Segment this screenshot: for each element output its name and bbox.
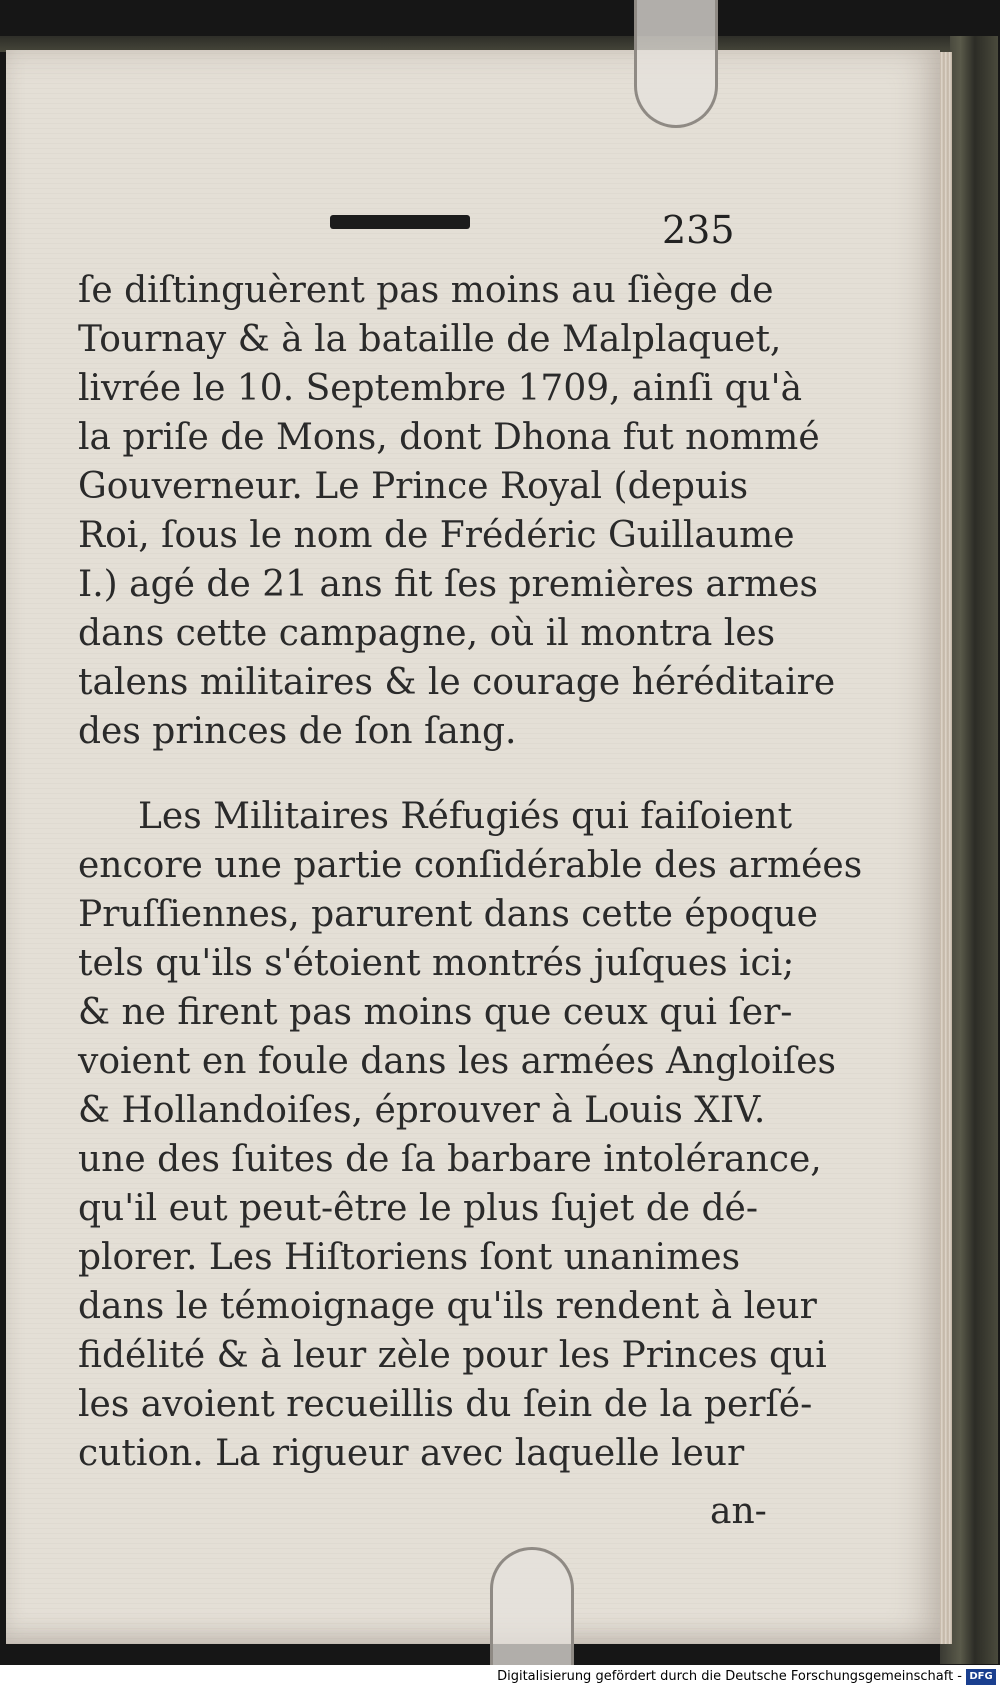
page-number: 235 xyxy=(662,208,735,252)
text-line: qu'il eut peut-être le plus ſujet de dé- xyxy=(78,1188,759,1229)
bottom-book-clip xyxy=(490,1547,574,1672)
catchword: an- xyxy=(710,1491,767,1532)
text-line: des princes de ſon ſang. xyxy=(78,711,517,752)
text-line: Gouverneur. Le Prince Royal (depuis xyxy=(78,466,749,507)
text-line: Roi, ſous le nom de Frédéric Guillaume xyxy=(78,515,795,556)
footer-credit: Digitalisierung gefördert durch die Deutsche Forschungsgemeinschaft - xyxy=(497,1669,962,1684)
text-line: ſe diſtinguèrent pas moins au ſiège de xyxy=(78,270,774,311)
text-line: fidélité & à leur zèle pour les Princes qui xyxy=(78,1335,827,1376)
header-ornament-rule xyxy=(330,215,470,229)
top-book-clip xyxy=(634,0,718,128)
dfg-logo: DFG xyxy=(966,1669,996,1685)
paragraph-1 xyxy=(78,266,836,756)
text-line: dans cette campagne, où il montra les xyxy=(78,613,776,654)
text-line: encore une partie conſidérable des armées xyxy=(78,845,863,886)
text-line: Les Militaires Réfugiés qui faiſoient xyxy=(138,796,793,837)
text-line: I.) agé de 21 ans fit ſes premières armes xyxy=(78,564,819,605)
text-line: dans le témoignage qu'ils rendent à leur xyxy=(78,1286,817,1327)
paragraph-2 xyxy=(78,792,863,1478)
text-line: voient en foule dans les armées Angloiſes xyxy=(78,1041,837,1082)
text-line: & ne firent pas moins que ceux qui ſer- xyxy=(78,992,793,1033)
text-line: Tournay & à la bataille de Malplaquet, xyxy=(78,319,782,360)
text-line: livrée le 10. Septembre 1709, ainſi qu'à xyxy=(78,368,803,409)
body-text xyxy=(78,266,863,1478)
digitization-footer xyxy=(0,1665,1000,1691)
text-line: plorer. Les Hiſtoriens ſont unanimes xyxy=(78,1237,741,1278)
text-line: les avoient recueillis du ſein de la perſé- xyxy=(78,1384,813,1425)
text-line: cution. La rigueur avec laquelle leur xyxy=(78,1433,745,1474)
text-line: & Hollandoiſes, éprouver à Louis XIV. xyxy=(78,1090,766,1131)
text-line: une des ſuites de ſa barbare intolérance, xyxy=(78,1139,822,1180)
text-line: Pruſſiennes, parurent dans cette époque xyxy=(78,894,818,935)
text-line: talens militaires & le courage héréditaire xyxy=(78,662,836,703)
text-line: la priſe de Mons, dont Dhona fut nommé xyxy=(78,417,820,458)
text-line: tels qu'ils s'étoient montrés juſques ici; xyxy=(78,943,795,984)
paragraph-gap xyxy=(78,756,738,792)
